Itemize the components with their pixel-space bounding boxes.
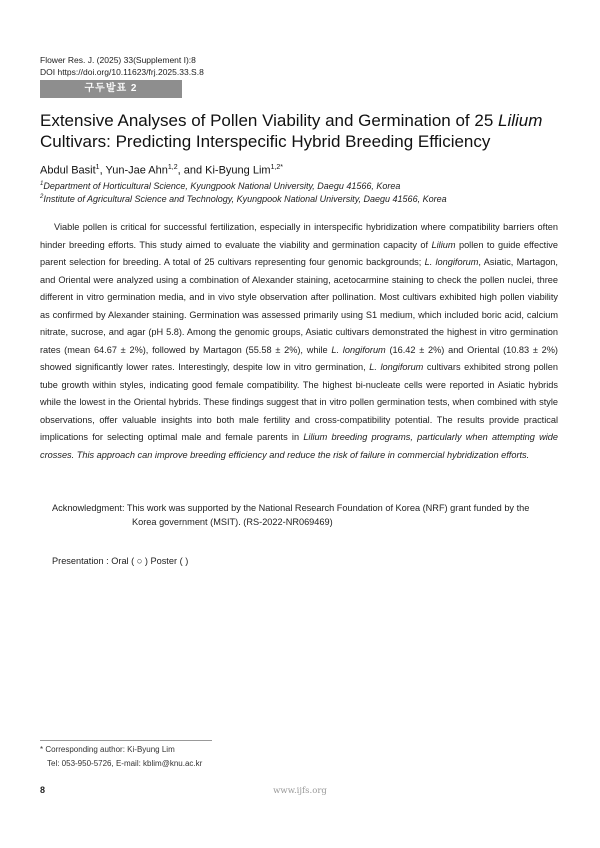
section-tag: 구두발표 2: [40, 80, 182, 98]
abstract-text: (16.42 ± 2%) and Oriental (10.83 ± 2%) showed significantly lower rates. Interestingly, despite low in vitro germination,: [40, 344, 558, 372]
affiliation-mark: 2: [40, 194, 44, 200]
affiliation-mark: 1: [40, 181, 44, 187]
acknowledgment-label: Acknowledgment:: [52, 503, 125, 513]
journal-website: www.ijfs.org: [273, 786, 327, 796]
doi-line: DOI https://doi.org/10.11623/frj.2025.33.S.8: [40, 67, 204, 77]
author-affiliation-mark: 1,2*: [270, 164, 284, 171]
title-part-1: Extensive Analyses of Pollen Viability and Germination of 25: [40, 111, 499, 130]
journal-citation: Flower Res. J. (2025) 33(Supplement I):8: [40, 55, 196, 65]
footnote-divider: [40, 740, 212, 741]
acknowledgment-grant: Korea government (MSIT). (RS-2022-NR069469): [132, 517, 333, 527]
abstract-italic: Lilium: [431, 239, 456, 250]
abstract-italic: L. longiforum: [331, 344, 386, 355]
abstract-text: pollen to guide effective parent selection for breeding. A total of 25 cultivars representing four genomic backgrounds;: [40, 239, 558, 267]
affiliation-2: [40, 194, 447, 204]
author-name: Ki-Byung Lim: [205, 164, 271, 177]
presentation-type: Presentation : Oral ( ○ ) Poster ( ): [52, 556, 189, 566]
paper-title: [40, 110, 560, 152]
affiliation-text: Department of Horticultural Science, Kyungpook National University, Daegu 41566, Korea: [43, 181, 401, 191]
abstract-text: cultivars exhibited strong pollen tube growth within styles, indicating good female compatibility. The highest bi-nucleate cells were reported in Asiatic hybrids while the lowest in the Oriental hybrids. These findings suggest that in vitro pollen germination tests, when combined with style observations, offer valuable insights into both male fertility and cross-compatibility potential. The results provide practical implications for selecting optimal male and female parents in: [40, 362, 558, 442]
page-number: 8: [40, 785, 46, 795]
author-affiliation-mark: 1: [95, 164, 100, 171]
abstract-text: Viable pollen is critical for successful fertilization, especially in interspecific hybridization where compatibility barriers often hinder breeding efforts. This study aimed to evaluate the viability and germination capacity of: [40, 222, 558, 250]
affiliation-text: Institute of Agricultural Science and Technology, Kyungpook National University, Daegu 41566, Korea: [43, 194, 447, 204]
title-italic-genus: Lilium: [498, 111, 543, 130]
abstract-italic: L. longiforum: [369, 362, 424, 372]
acknowledgment: [52, 500, 558, 516]
author-affiliation-mark: 1,2: [167, 164, 178, 171]
abstract-body: [40, 219, 558, 464]
author-name: Yun-Jae Ahn: [105, 164, 168, 177]
author-list: [40, 164, 283, 177]
author-separator: , and: [177, 164, 206, 177]
author-separator: ,: [99, 164, 106, 177]
author-name: Abdul Basit: [40, 164, 96, 177]
acknowledgment-text: This work was supported by the National Research Foundation of Korea (NRF) grant funded by the: [126, 503, 530, 513]
corresponding-author: * Corresponding author: Ki-Byung Lim: [40, 745, 175, 754]
abstract-text: , Asiatic, Martagon, and Oriental were analyzed using a combination of Alexander staining, acetocarmine staining to check the pollen nuclei, three different in vitro germination media, and in vivo style observation after pollination. Most cultivars exhibited high pollen viability as confirmed by Alexander staining. Germination was assessed primarily using S1 medium, which included boric acid, calcium nitrate, sucrose, and agar (pH 5.8). Among the genomic groups, Asiatic cultivars demonstrated the highest in vitro germination rates (mean 64.67 ± 2%), followed by Martagon (55.58 ± 2%), while: [40, 257, 558, 355]
contact-info: Tel: 053-950-5726, E-mail: kblim@knu.ac.kr: [47, 759, 203, 768]
abstract-italic: Lilium breeding programs, particularly when attempting wide crosses. This approach can improve breeding efficiency and reduce the risk of failure in commercial hybridization efforts.: [40, 432, 559, 460]
title-part-2: Cultivars: Predicting Interspecific Hybrid Breeding Efficiency: [40, 132, 491, 151]
abstract-italic: L. longiforum: [424, 257, 479, 267]
affiliation-1: [40, 181, 400, 191]
